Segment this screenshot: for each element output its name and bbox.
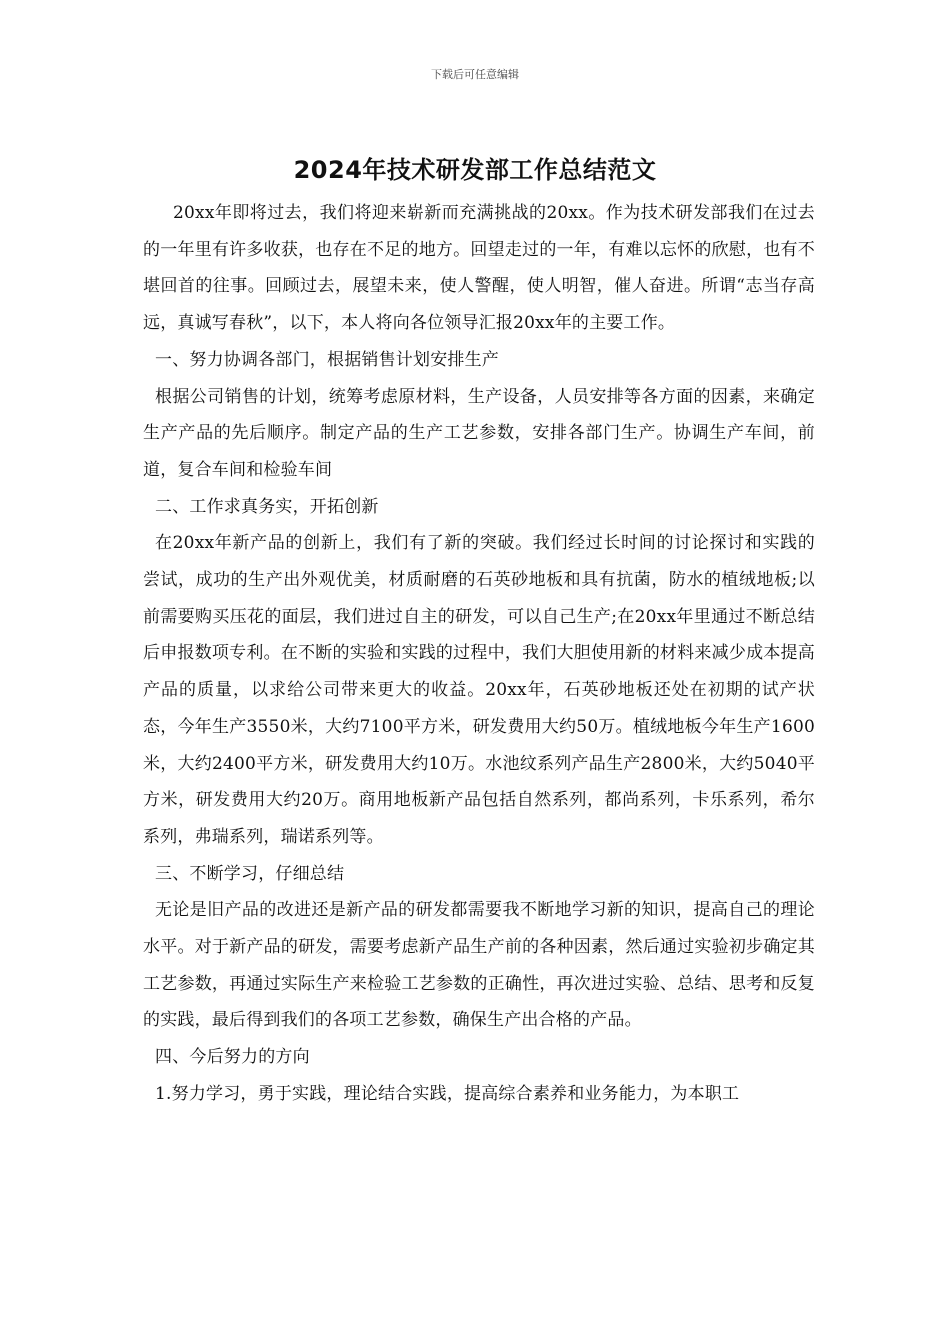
document-title: 2024年技术研发部工作总结范文 (293, 156, 657, 184)
section-paragraph-3: 无论是旧产品的改进还是新产品的研发都需要我不断地学习新的知识，提高自己的理论水平。对于新产品的研发，需要考虑新产品生产前的各种因素，然后通过实验初步确定其工艺参数，再通过实际生产来检验工艺参数的正确性，再次进过实验、总结、思考和反复的实践，最后得到我们的各项工艺参数，确保生产出合格的产品。 (143, 900, 815, 1031)
header-note: 下载后可任意编辑 (431, 68, 519, 81)
section-heading-1: 一、努力协调各部门，根据销售计划安排生产 (155, 349, 499, 370)
section-heading-3: 三、不断学习，仔细总结 (155, 863, 345, 884)
section-heading-4: 四、今后努力的方向 (155, 1047, 310, 1068)
section-paragraph-1: 根据公司销售的计划，统筹考虑原材料，生产设备，人员安排等各方面的因素，来确定生产产品的先后顺序。制定产品的生产工艺参数，安排各部门生产。协调生产车间，前道，复合车间和检验车间 (143, 386, 815, 480)
section-paragraph-4: 1.努力学习，勇于实践，理论结合实践，提高综合素养和业务能力，为本职工 (155, 1083, 740, 1104)
section-paragraph-2: 在20xx年新产品的创新上，我们有了新的突破。我们经过长时间的讨论探讨和实践的尝试，成功的生产出外观优美，材质耐磨的石英砂地板和具有抗菌，防水的植绒地板;以前需要购买压花的面层，我们进过自主的研发，可以自己生产;在20xx年里通过不断总结后申报数项专利。在不断的实验和实践的过程中，我们大胆使用新的材料来减少成本提高产品的质量，以求给公司带来更大的收益。20xx年，石英砂地板还处在初期的试产状态，今年生产3550米，大约7100平方米，研发费用大约50万。植绒地板今年生产1600米，大约2400平方米，研发费用大约10万。水池纹系列产品生产2800米，大约5040平方米，研发费用大约20万。商用地板新产品包括自然系列，都尚系列，卡乐系列，希尔系列，弗瑞系列，瑞诺系列等。 (143, 533, 815, 847)
document-body (143, 195, 815, 1113)
intro-paragraph: 20xx年即将过去，我们将迎来崭新而充满挑战的20xx。作为技术研发部我们在过去的一年里有许多收获，也存在不足的地方。回望走过的一年，有难以忘怀的欣慰，也有不堪回首的往事。回顾过去，展望未来，使人警醒，使人明智，催人奋进。所谓“志当存高远，真诚写春秋”，以下，本人将向各位领导汇报20xx年的主要工作。 (143, 203, 815, 334)
section-heading-2: 二、工作求真务实，开拓创新 (155, 496, 379, 517)
